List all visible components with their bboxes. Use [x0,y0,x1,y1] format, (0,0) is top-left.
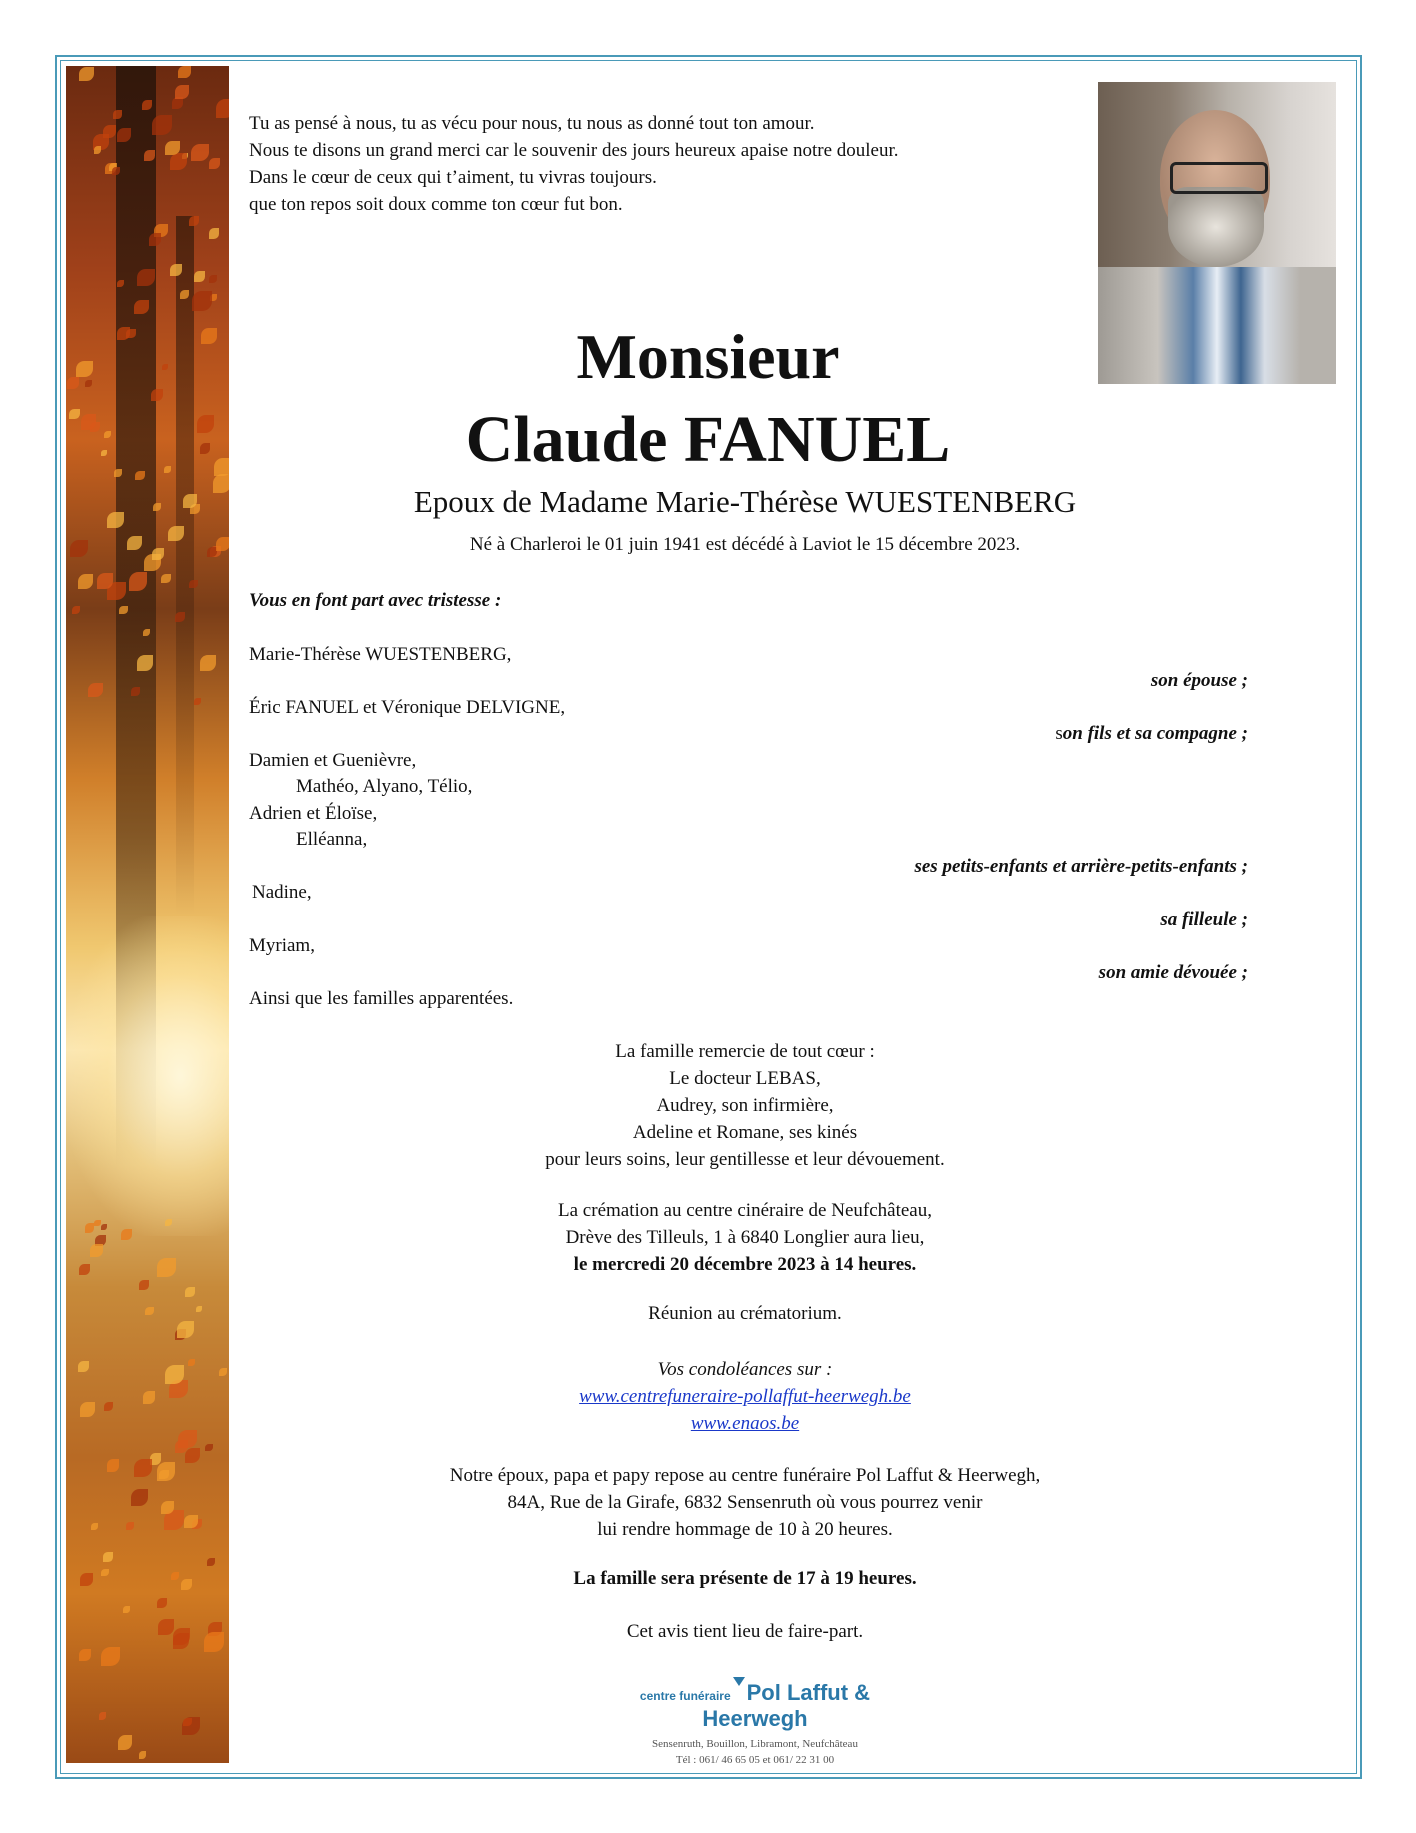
leaf-shape [119,606,127,614]
leaf-shape [188,1359,195,1366]
leaf-shape [209,228,219,238]
leaf-shape [144,150,155,161]
leaf-shape [181,1579,192,1590]
leaf-shape [189,580,197,588]
condolences-link[interactable]: www.centrefuneraire-pollaffut-heerwegh.be [579,1386,911,1407]
logo-locations: Sensenruth, Bouillon, Libramont, Neufchâteau [652,1738,858,1750]
cremation-block [230,1197,1260,1278]
leaf-shape [139,1751,147,1759]
leaf-shape [137,655,152,670]
leaf-shape [216,537,229,551]
leaf-shape [161,574,171,584]
leaf-shape [194,271,204,281]
presence-line: La famille sera présente de 17 à 19 heures. [573,1568,917,1589]
leaf-shape [177,1321,194,1338]
leaf-shape [79,1649,91,1661]
family-others: Ainsi que les familles apparentées. [249,988,514,1009]
notice-line: Cet avis tient lieu de faire-part. [626,1621,864,1642]
leaf-shape [142,100,152,110]
family-great-grandchild: Elléanna, [296,829,368,850]
leaf-shape [78,574,93,589]
family-godchild-role: sa filleule ; [1160,909,1248,930]
leaf-shape [143,1391,155,1403]
leaf-shape [183,1718,192,1727]
leaf-shape [94,146,102,154]
leaf-shape [216,99,229,118]
leaf-shape [123,1606,130,1613]
leaf-shape [158,1619,174,1635]
repose-line: lui rendre hommage de 10 à 20 heures. [597,1519,893,1540]
sunlight-glow [66,916,229,1236]
leaf-shape [170,153,187,170]
leaf-shape [107,1459,119,1471]
leaf-shape [80,1402,95,1417]
leaf-shape [113,110,122,119]
leaf-shape [80,1573,93,1586]
leaf-shape [157,1462,175,1480]
family-son-name: Éric FANUEL et Véronique DELVIGNE, [249,697,566,718]
leaf-shape [104,1402,113,1411]
leaf-shape [101,1647,120,1666]
leaf-shape [178,66,190,78]
leaf-shape [204,1632,224,1652]
leaf-shape [78,1361,89,1372]
leaf-shape [161,1501,174,1514]
leaf-shape [79,67,94,82]
logo-phone: Tél : 061/ 46 65 05 et 061/ 22 31 00 [675,1754,835,1766]
thanks-line: Audrey, son infirmière, [656,1095,834,1116]
son-role-prefix: s [1055,723,1063,744]
leaf-shape [171,1572,179,1580]
leaf-shape [134,1459,152,1477]
leaf-shape [165,1365,184,1384]
leaf-shape [175,85,189,99]
family-grandchild: Adrien et Éloïse, [249,803,378,824]
birth-death-line: Né à Charleroi le 01 juin 1941 est décédé à Laviot le 15 décembre 2023. [469,534,1021,555]
deceased-name: Claude FANUEL [465,403,951,476]
leaf-shape [134,300,148,314]
leaf-shape [173,1633,189,1649]
leaf-shape [184,1515,197,1528]
repose-line: Notre époux, papa et papy repose au centre funéraire Pol Laffut & Heerwegh, [449,1465,1041,1486]
family-spouse-name: Marie-Thérèse WUESTENBERG, [249,644,512,665]
leaf-shape [219,1368,227,1376]
leaf-shape [209,158,220,169]
leaf-shape [183,494,197,508]
thanks-line: Adeline et Romane, ses kinés [632,1122,858,1143]
leaf-shape [139,1280,149,1290]
verse [249,110,899,218]
condolences-label: Vos condoléances sur : [657,1359,833,1380]
thanks-line: La famille remercie de tout cœur : [615,1041,875,1062]
leaf-shape [152,548,164,560]
portrait-beard [1168,187,1264,267]
repose-line: 84A, Rue de la Girafe, 6832 Sensenruth où vous pourrez venir [507,1492,983,1513]
leaf-shape [107,512,123,528]
salutation: Monsieur [576,321,840,392]
leaf-shape [103,1552,112,1561]
leaf-shape [126,1522,134,1530]
leaf-shape [101,1569,109,1577]
leaf-shape [131,687,140,696]
leaf-shape [117,128,131,142]
portrait-glasses [1170,162,1268,194]
condolences-block [230,1356,1260,1437]
leaf-shape [121,1229,132,1240]
cremation-line: La crémation au centre cinéraire de Neufchâteau, [558,1200,932,1221]
logo-triangle-icon [733,1677,745,1686]
leaf-shape [131,1489,148,1506]
leaf-shape [185,1448,201,1464]
leaf-shape [191,144,209,162]
family-godchild-name: Nadine, [252,882,312,903]
thanks-line: Le docteur LEBAS, [669,1068,821,1089]
leaf-shape [178,1430,196,1448]
leaf-shape [196,1306,202,1312]
funeral-home-logo [585,1680,925,1766]
family-grandchildren-role: ses petits-enfants et arrière-petits-enfants ; [914,856,1248,877]
thanks-line: pour leurs soins, leur gentillesse et leur dévouement. [545,1149,945,1170]
leaf-shape [99,1712,106,1719]
leaf-shape [157,1258,175,1276]
cremation-date: le mercredi 20 décembre 2023 à 14 heures. [573,1254,917,1275]
family-great-grandchild: Mathéo, Alyano, Télio, [296,776,473,797]
verse-line: Dans le cœur de ceux qui t’aiment, tu vivras toujours. [249,167,657,188]
leaf-shape [205,1444,213,1452]
leaf-shape [91,1523,98,1530]
family-spouse-role: son épouse ; [1150,670,1248,691]
intro-line: Vous en font part avec tristesse : [249,590,502,611]
family-son-role [1055,723,1248,745]
leaf-shape [88,683,102,697]
meeting-line: Réunion au crématorium. [648,1303,842,1324]
leaf-shape [118,1735,133,1750]
leaf-shape [149,233,162,246]
leaf-shape [152,115,172,135]
leaf-shape [145,1307,154,1316]
logo-prefix: centre funéraire [639,1689,731,1703]
family-grandchild: Damien et Guenièvre, [249,750,417,771]
spouse-line: Epoux de Madame Marie-Thérèse WUESTENBERG [413,484,1077,519]
verse-line: Nous te disons un grand merci car le souvenir des jours heureux apaise notre douleur. [249,140,899,161]
cremation-line: Drève des Tilleuls, 1 à 6840 Longlier aura lieu, [565,1227,925,1248]
family-friend-role: son amie dévouée ; [1098,962,1248,983]
leaf-shape [209,275,217,283]
leaf-shape [157,1598,167,1608]
leaf-shape [207,1558,215,1566]
leaf-shape [165,141,179,155]
leaf-shape [72,606,80,614]
leaf-shape [70,540,88,558]
family-friend-name: Myriam, [249,935,315,956]
leaf-shape [200,655,216,671]
leaf-shape [153,503,161,511]
leaf-shape [189,216,199,226]
leaf-shape [79,1264,90,1275]
verse-line: Tu as pensé à nous, tu as vécu pour nous, tu nous as donné tout ton amour. [249,113,815,134]
logo-name: Pol Laffut & Heerwegh [702,1680,871,1731]
leaf-shape [185,1287,195,1297]
leaf-shape [192,291,212,311]
repose-block [230,1462,1260,1543]
leaf-shape [85,1223,94,1232]
leaf-shape [194,698,201,705]
thanks-block [230,1038,1260,1173]
condolences-link[interactable]: www.enaos.be [690,1413,800,1434]
leaf-shape [90,1244,102,1256]
leaf-shape [97,573,113,589]
verse-line: que ton repos soit doux comme ton cœur fut bon. [249,194,623,215]
son-role-text: on fils et sa compagne ; [1062,723,1248,744]
